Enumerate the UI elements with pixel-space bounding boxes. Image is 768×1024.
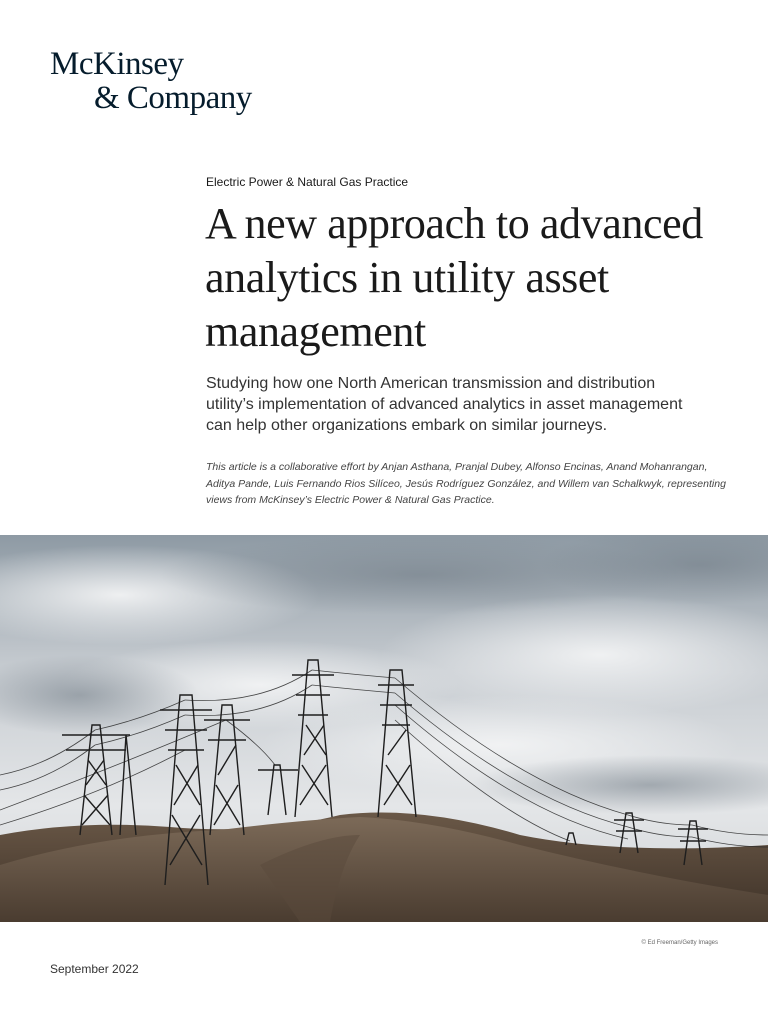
article-subtitle: Studying how one North American transmission and distribution utility’s implementation of advanced analytics in asset management can help other organizations embark on similar journeys. (206, 375, 683, 434)
logo-line-2: & Company (94, 80, 252, 116)
article-title: A new approach to advanced analytics in utility asset management (205, 199, 703, 356)
logo-line-1: McKinsey (50, 46, 184, 82)
hero-image (0, 535, 768, 922)
publication-date: September 2022 (50, 962, 139, 976)
practice-label: Electric Power & Natural Gas Practice (206, 175, 409, 189)
photo-credit: © Ed Freeman/Getty Images (641, 940, 718, 946)
authors-note: This article is a collaborative effort by Anjan Asthana, Pranjal Dubey, Alfonso Encinas, Anand Mohanrangan, Aditya Pande, Luis Fernando Rios Silíceo, Jesús Rodríguez González, and Willem van Schalkwyk, representing views from McKinsey’s Electric Power & Natural Gas Practice. (206, 461, 726, 506)
mckinsey-logo[interactable] (50, 47, 252, 115)
transmission-towers-illustration (0, 535, 768, 922)
